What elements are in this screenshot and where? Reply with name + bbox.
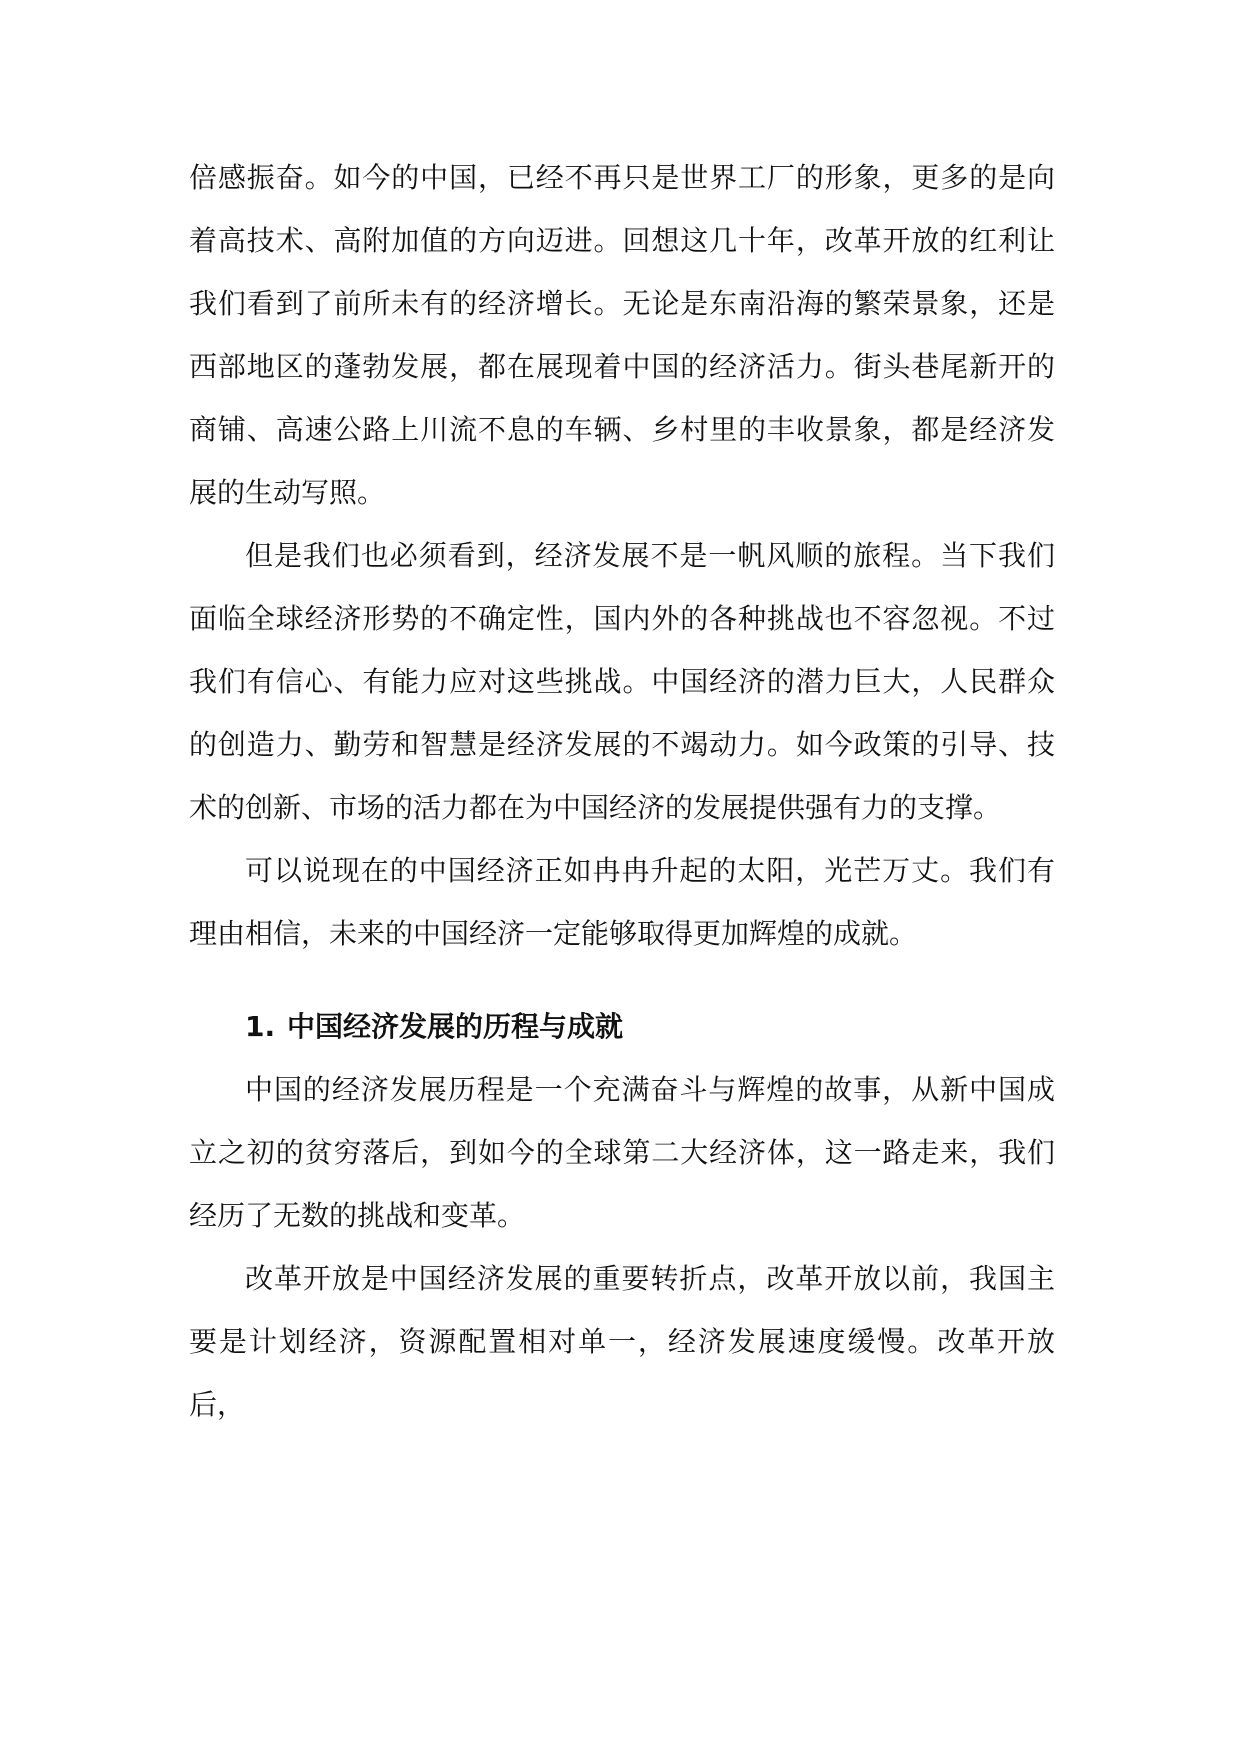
paragraph: 但是我们也必须看到，经济发展不是一帆风顺的旅程。当下我们面临全球经济形势的不确定性，国内外的各种挑战也不容忽视。不过我们有信心、有能力应对这些挑战。中国经济的潜力巨大，人民群众的创造力、勤劳和智慧是经济发展的不竭动力。如今政策的引导、技术的创新、市场的活力都在为中国经济的发展提供强有力的支撑。 [189,539,1055,824]
paragraph: 改革开放是中国经济发展的重要转折点，改革开放以前，我国主要是计划经济，资源配置相对单一，经济发展速度缓慢。改革开放后， [189,1262,1055,1421]
section-heading [189,965,1055,1058]
paragraph: 中国的经济发展历程是一个充满奋斗与辉煌的故事，从新中国成立之初的贫穷落后，到如今的全球第二大经济体，这一路走来，我们经历了无数的挑战和变革。 [189,1073,1055,1232]
document-body [189,146,1055,1436]
paragraph: 可以说现在的中国经济正如冉冉升起的太阳，光芒万丈。我们有理由相信，未来的中国经济一定能够取得更加辉煌的成就。 [189,854,1055,950]
section-title: 中国经济发展的历程与成就 [287,1010,624,1043]
paragraph-continued: 倍感振奋。如今的中国，已经不再只是世界工厂的形象，更多的是向着高技术、高附加值的方向迈进。回想这几十年，改革开放的红利让我们看到了前所未有的经济增长。无论是东南沿海的繁荣景象，还是西部地区的蓬勃发展，都在展现着中国的经济活力。街头巷尾新开的商铺、高速公路上川流不息的车辆、乡村里的丰收景象，都是经济发展的生动写照。 [189,161,1055,509]
section-number: 1. [245,1010,276,1043]
